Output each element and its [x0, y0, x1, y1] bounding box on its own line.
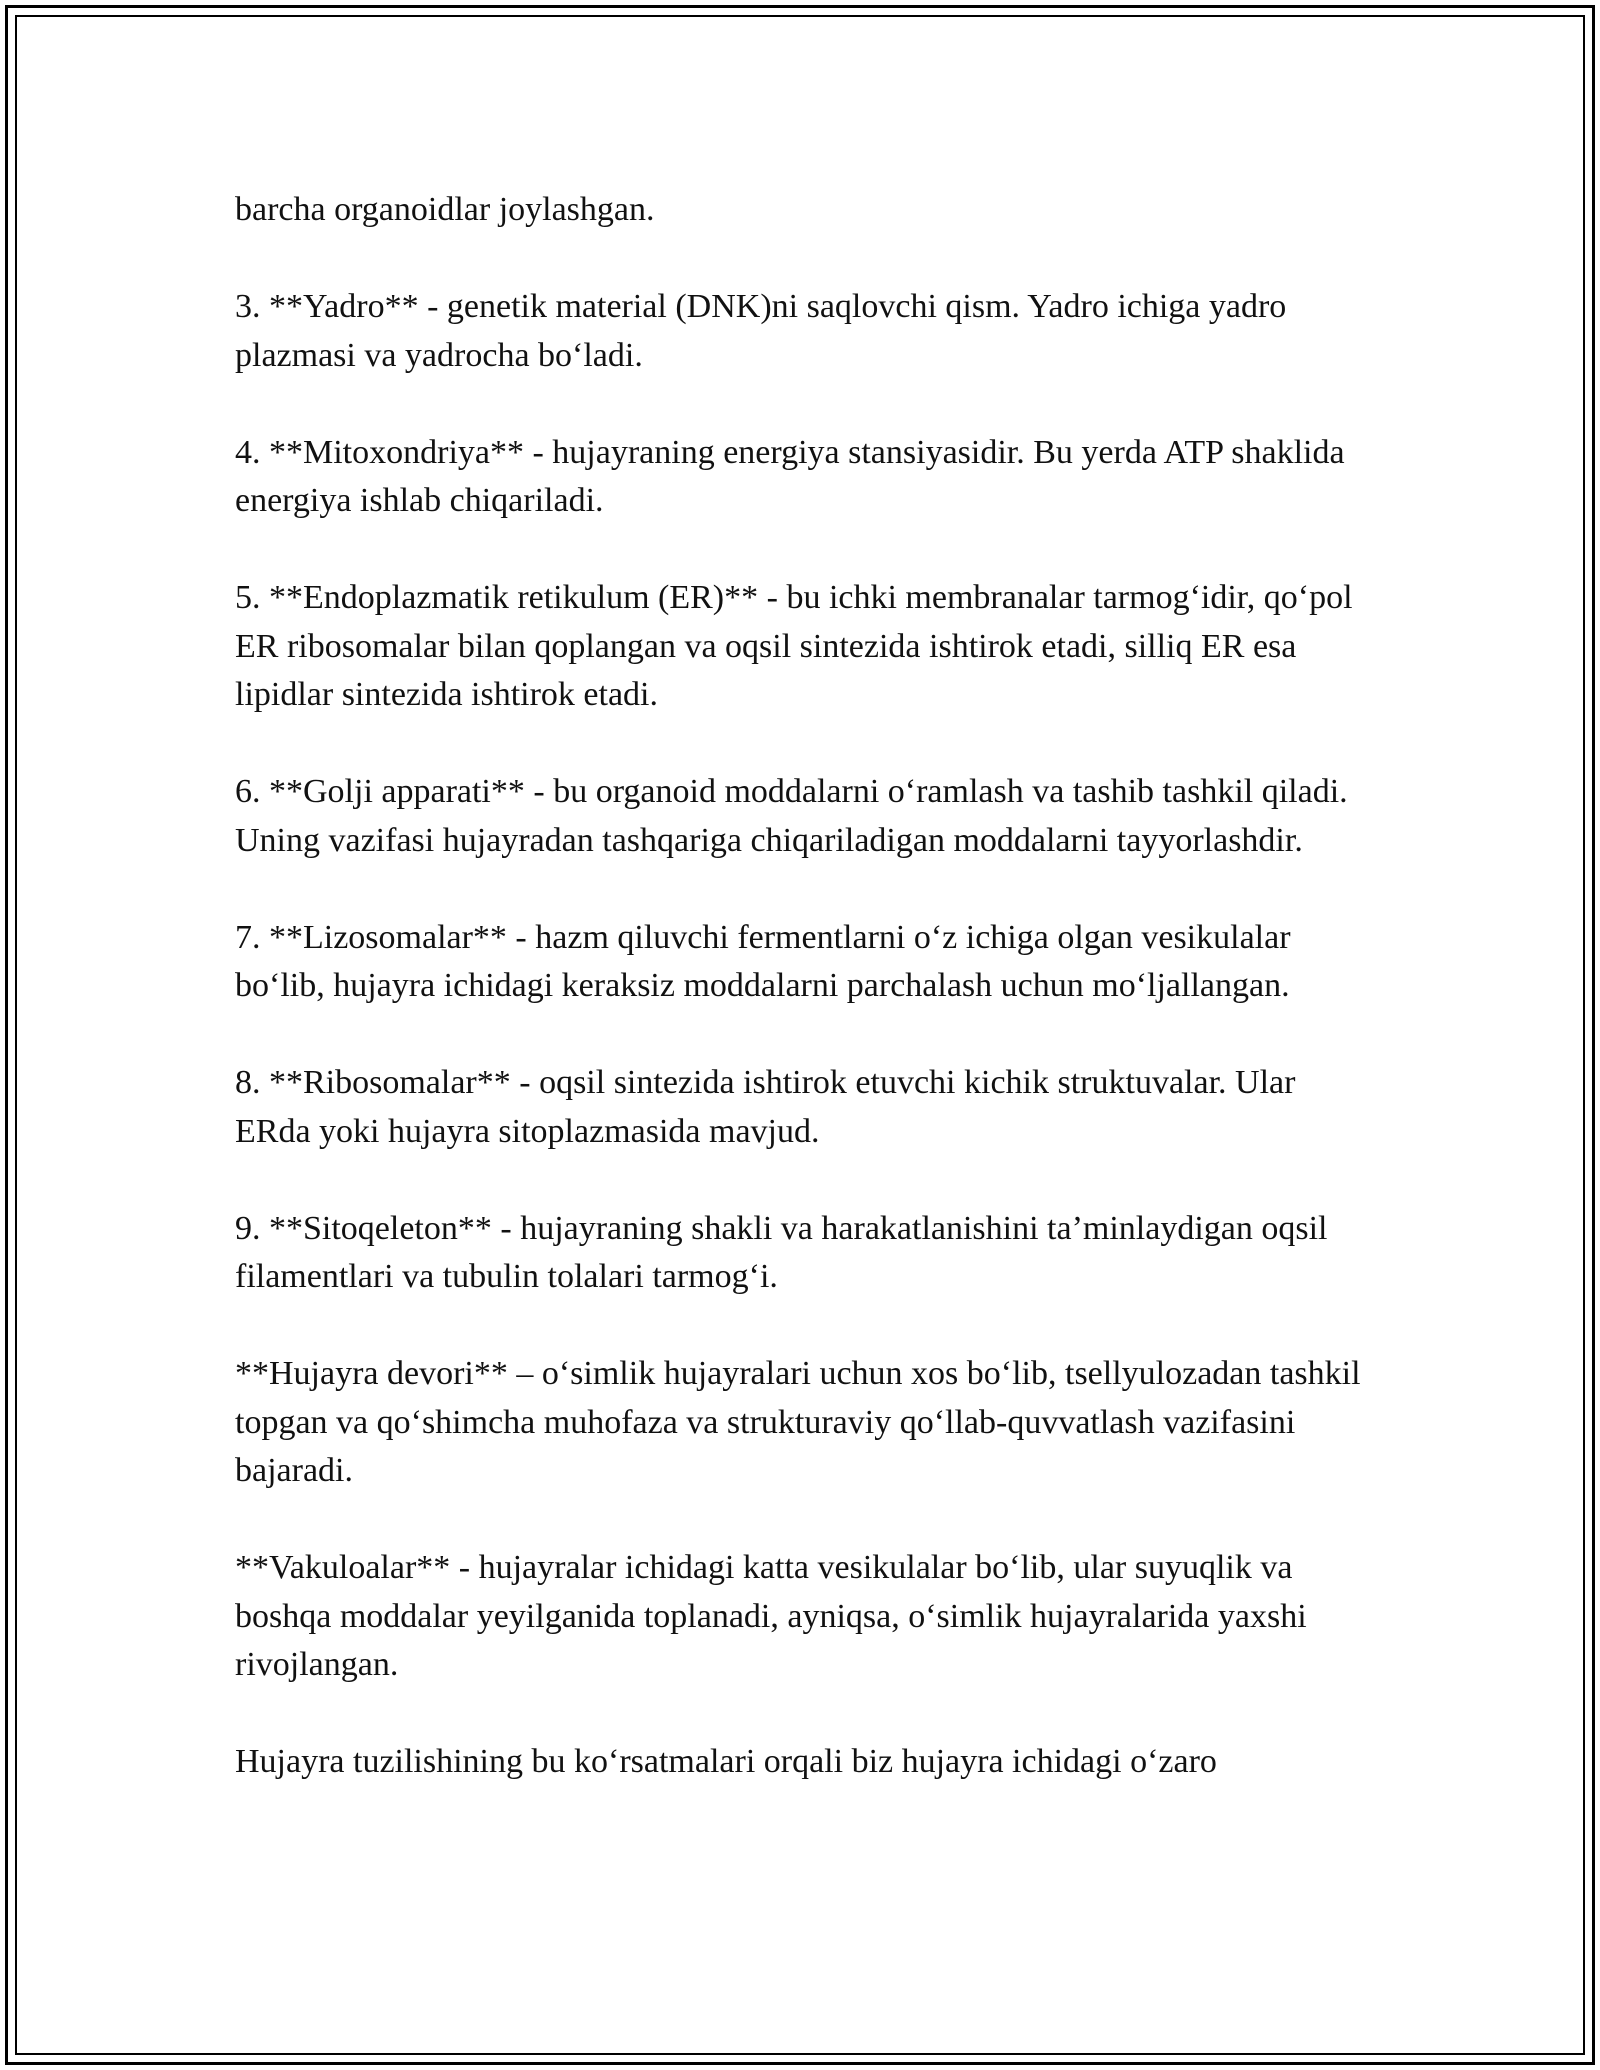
paragraph-lizosomalar: 7. **Lizosomalar** - hazm qiluvchi fermentlarni o‘z ichiga olgan vesikulalar bo‘lib, hujayra ichidagi keraksiz moddalarni parchalash uchun mo‘ljallangan. — [235, 918, 1291, 1004]
paragraph-organoids-continuation: barcha organoidlar joylashgan. — [235, 191, 655, 228]
paragraph-mitoxondriya: 4. **Mitoxondriya** - hujayraning energiya stansiyasidir. Bu yerda ATP shaklida energiya ishlab chiqariladi. — [235, 433, 1345, 519]
paragraph-sitoqeleton: 9. **Sitoqeleton** - hujayraning shakli va harakatlanishini ta’minlaydigan oqsil filamentlari va tubulin tolalari tarmog‘i. — [235, 1209, 1328, 1295]
paragraph-conclusion: Hujayra tuzilishining bu ko‘rsatmalari orqali biz hujayra ichidagi o‘zaro — [235, 1743, 1217, 1780]
document-body — [235, 186, 1365, 1835]
paragraph-ribosomalar: 8. **Ribosomalar** - oqsil sintezida ishtirok etuvchi kichik struktuvalar. Ular ERda yoki hujayra sitoplazmasida mavjud. — [235, 1064, 1296, 1150]
paragraph-vakuloalar: **Vakuloalar** - hujayralar ichidagi katta vesikulalar bo‘lib, ular suyuqlik va boshqa moddalar yeyilganida toplanadi, ayniqsa, o‘simlik hujayralarida yaxshi rivojlangan. — [235, 1549, 1307, 1683]
paragraph-hujayra-devori: **Hujayra devori** – o‘simlik hujayralari uchun xos bo‘lib, tsellyulozadan tashkil topgan va qo‘shimcha muhofaza va strukturaviy qo‘llab-quvvatlash vazifasini bajaradi. — [235, 1355, 1361, 1489]
paragraph-golji-apparati: 6. **Golji apparati** - bu organoid moddalarni o‘ramlash va tashib tashkil qiladi. Uning vazifasi hujayradan tashqariga chiqariladigan moddalarni tayyorlashdir. — [235, 773, 1348, 859]
paragraph-endoplazmatik-retikulum: 5. **Endoplazmatik retikulum (ER)** - bu ichki membranalar tarmog‘idir, qo‘pol ER ribosomalar bilan qoplangan va oqsil sintezida ishtirok etadi, silliq ER esa lipidlar sintezida ishtirok etadi. — [235, 579, 1353, 713]
paragraph-yadro: 3. **Yadro** - genetik material (DNK)ni saqlovchi qism. Yadro ichiga yadro plazmasi va yadrocha bo‘ladi. — [235, 288, 1287, 374]
